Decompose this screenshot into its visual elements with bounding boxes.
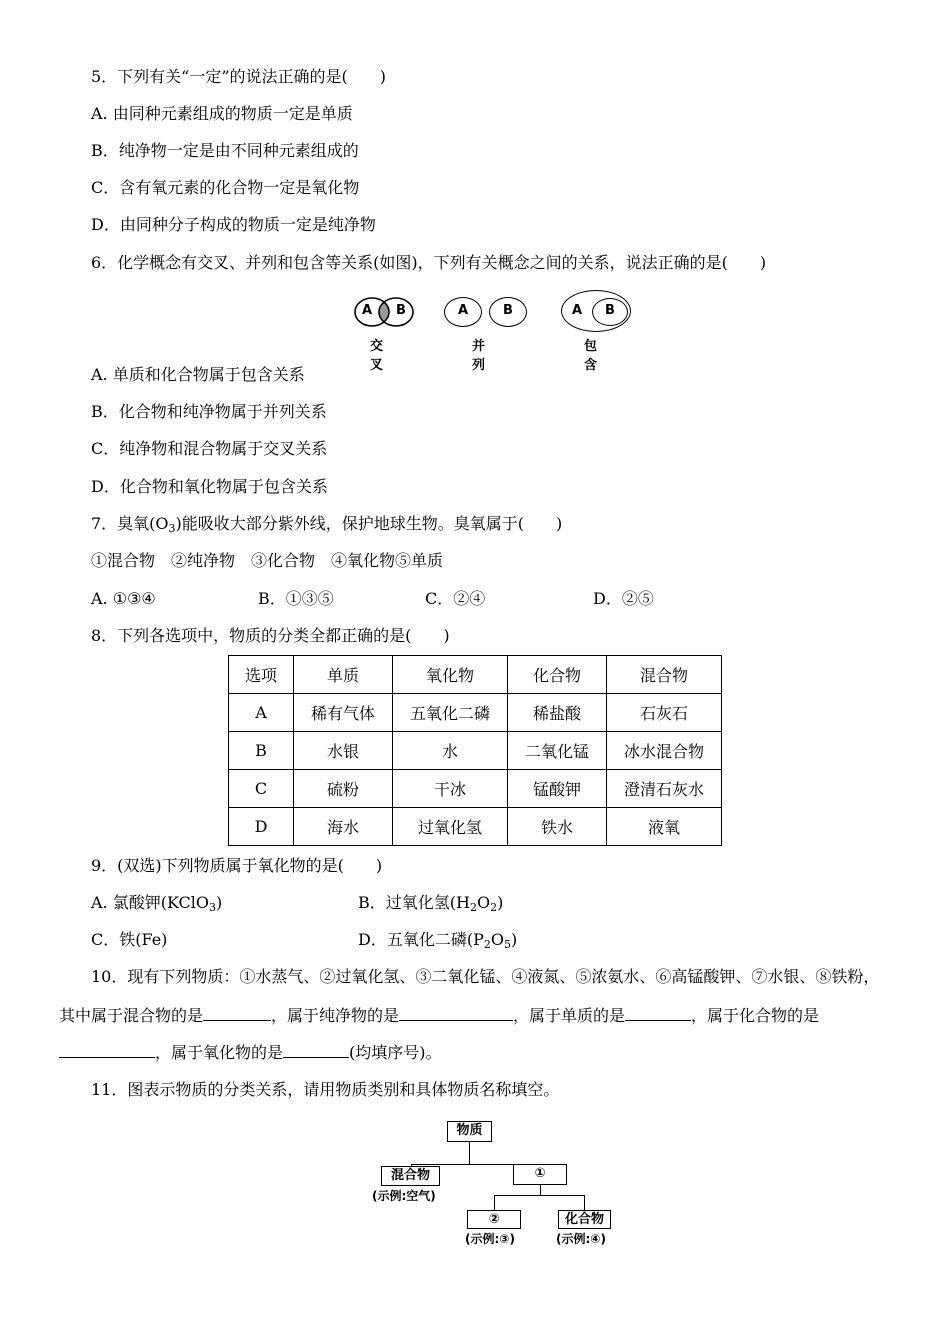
tree-line [494,1195,495,1210]
q6-stem: 6．化学概念有交叉、并列和包含等关系(如图)，下列有关概念之间的关系，说法正确的是( ) [91,253,767,272]
table-cell: 水银 [294,732,393,770]
parallel-label-b: B [503,303,513,318]
table-cell: D [229,808,294,846]
q7-stem: 7．臭氧$(O_3)$能吸收大部分紫外线，保护地球生物。臭氧属于( ) [91,514,563,535]
table-cell: 锰酸钾 [508,770,607,808]
tree-blank-1-box[interactable]: ① [513,1164,567,1185]
table-cell: 液氧 [607,808,722,846]
q8-stem: 8．下列各选项中，物质的分类全都正确的是( ) [91,626,450,645]
table-cell: 二氧化锰 [508,732,607,770]
tree-line [469,1142,470,1164]
q5-option-b: B．纯净物一定是由不同种元素组成的 [91,141,359,160]
q6-option-b: B．化合物和纯净物属于并列关系 [91,402,327,421]
q6-option-a: A. 单质和化合物属于包含关系 [91,365,305,384]
parallel-label-a: A [458,303,469,318]
caption-parallel: 并列 [472,339,486,373]
q10-line2: 其中属于混合物的是 ，属于纯净物的是 ，属于单质的是 ，属于化合物的是 [59,1006,820,1025]
q9-option-b: B．过氧化氢$(H_2O_2)$ [358,893,504,914]
blank-pure-substance[interactable] [399,1004,513,1021]
tree-mixture-box: 混合物 [381,1166,440,1186]
table-row [229,732,722,770]
table-cell: 水 [393,732,508,770]
q10-line3: ，属于氧化物的是 (均填序号)。 [59,1041,442,1064]
table-cell: 稀有气体 [294,694,393,732]
tree-compound-note: (示例:④) [556,1232,606,1246]
header-cell: 氧化物 [393,656,508,694]
tree-blank-2-note: (示例:③) [465,1232,515,1246]
q9-stem: 9．(双选)下列物质属于氧化物的是( ) [91,856,383,875]
tree-mixture-note: (示例:空气) [372,1189,436,1203]
table-cell: 硫粉 [294,770,393,808]
table-cell: 过氧化氢 [393,808,508,846]
table-row [229,770,722,808]
table-cell: A [229,694,294,732]
header-cell: 混合物 [607,656,722,694]
q5-option-c: C．含有氧元素的化合物一定是氧化物 [91,178,360,197]
caption-contain: 包含 [584,339,598,373]
q7-option-c: C．②④ [425,589,486,608]
table-cell: 铁水 [508,808,607,846]
table-cell: C [229,770,294,808]
tree-blank-2-box[interactable]: ② [467,1210,521,1229]
table-cell: 五氧化二磷 [393,694,508,732]
q7-items: ①混合物 ②纯净物 ③化合物 ④氧化物⑤单质 [91,551,444,570]
q5-option-d: D．由同种分子构成的物质一定是纯净物 [91,215,376,234]
table-cell: 澄清石灰水 [607,770,722,808]
blank-oxide[interactable] [283,1041,349,1058]
q6-option-c: C．纯净物和混合物属于交叉关系 [91,439,328,458]
tree-root-box: 物质 [447,1121,492,1142]
contain-label-a: A [572,303,583,318]
q5-stem: 5．下列有关“一定”的说法正确的是( ) [91,67,387,86]
q9-option-d: D．五氧化二磷$(P_2O_5)$ [358,930,518,951]
q6-option-d: D．化合物和氧化物属于包含关系 [91,477,328,496]
q11-stem: 11．图表示物质的分类关系，请用物质类别和具体物质名称填空。 [91,1080,560,1099]
table-row [229,694,722,732]
intersect-label-a: A [362,303,373,318]
table-cell: B [229,732,294,770]
table-cell: 干冰 [393,770,508,808]
caption-intersect: 交叉 [370,339,384,373]
header-cell: 选项 [229,656,294,694]
table-cell: 石灰石 [607,694,722,732]
tree-line [494,1195,585,1196]
q5-option-a: A. 由同种元素组成的物质一定是单质 [91,104,353,123]
q7-option-b: B．①③⑤ [258,589,334,608]
table-cell: 冰水混合物 [607,732,722,770]
contain-label-b: B [605,303,615,318]
intersect-label-b: B [396,303,406,318]
q9-option-a: A. 氯酸钾(KClO$_3$) [91,893,223,914]
q7-option-a: A. ①③④ [91,589,156,608]
blank-element[interactable] [625,1004,691,1021]
tree-line [584,1195,585,1210]
q9-option-c: C．铁(Fe) [91,930,168,949]
blank-compound[interactable] [59,1041,155,1058]
q10-line1: 10．现有下列物质：①水蒸气、②过氧化氢、③二氧化锰、④液氮、⑤浓氨水、⑥高锰酸钾、⑦水银、⑧铁粉， [91,967,880,986]
table-cell: 海水 [294,808,393,846]
classification-table [228,655,722,846]
header-cell: 单质 [294,656,393,694]
header-cell: 化合物 [508,656,607,694]
tree-line [540,1185,541,1195]
table-cell: 稀盐酸 [508,694,607,732]
table-header-row [229,656,722,694]
table-row [229,808,722,846]
blank-mixture[interactable] [203,1004,271,1021]
q7-option-d: D．②⑤ [593,589,654,608]
tree-compound-box: 化合物 [558,1210,611,1229]
